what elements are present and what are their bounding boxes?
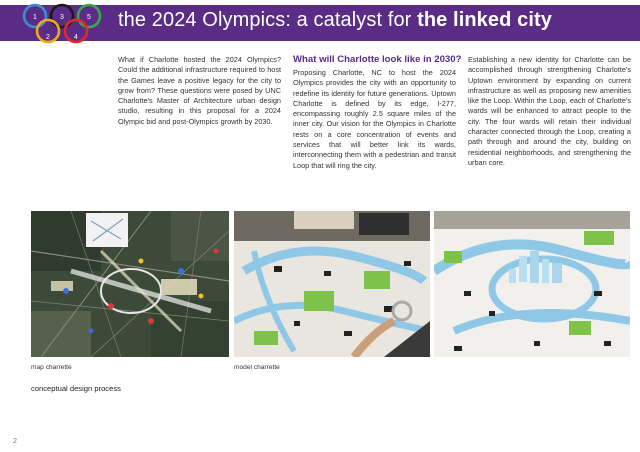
page-title [118,9,552,32]
olympic-rings-logo [20,2,110,50]
vision-paragraph: Proposing Charlotte, NC to host the 2024 Olympics provides the city with an opportunity to redefine its identity for future generations. Uptown Charlotte is defined by its edge, I-277, encompassing roughly 2.5 square miles of the inner city. Our vision for the Olympics in Charlotte rests on a core concentration of events and services that will better link its wards, interconnecting them with a pedestrian and transit Loop that will ring the city. [293,68,456,170]
ring-label-2: 2 [46,34,50,41]
model-table-image [234,211,430,357]
title-bold: the linked city [417,9,552,31]
ring-label-4: 4 [74,34,78,41]
aerial-map-image [31,211,229,357]
model-charrette-photo [234,211,430,357]
ring-label-5: 5 [87,14,91,21]
section-heading: What will Charlotte look like in 2030? [293,54,462,65]
ring-label-1: 1 [33,14,37,21]
map-charrette-caption: map charrette [31,364,72,371]
model-charrette-caption: model charrette [234,364,280,371]
section-caption: conceptual design process [31,384,121,393]
model-closeup-photo [434,211,630,357]
model-detail-image [434,211,630,357]
identity-paragraph: Establishing a new identity for Charlotte can be accomplished through strengthening Charlotte's Uptown environment by expanding on current infrastructure as well as proposing new amenities like the Loop. Within the Loop, each of Charlotte's wards will be enhanced to attract people to the city. The four wards will retain their individual character connected through the Loop, creating a path through and around the city, building on residential neighborhoods, and strengthening the urban core. [468,55,631,167]
title-regular: the 2024 Olympics: a catalyst for [118,9,418,31]
ring-label-3: 3 [60,14,64,21]
map-charrette-photo [31,211,229,357]
page-number: 2 [13,438,17,445]
intro-paragraph: What if Charlotte hosted the 2024 Olympics? Could the additional infrastructure required to host the Games leave a positive legacy for the city to grow from? These questions were posed by UNC Charlotte's Master of Architecture urban design studio, resulting in this proposal for a 2024 Olympic bid and post-Olympics growth by 2030. [118,55,281,126]
